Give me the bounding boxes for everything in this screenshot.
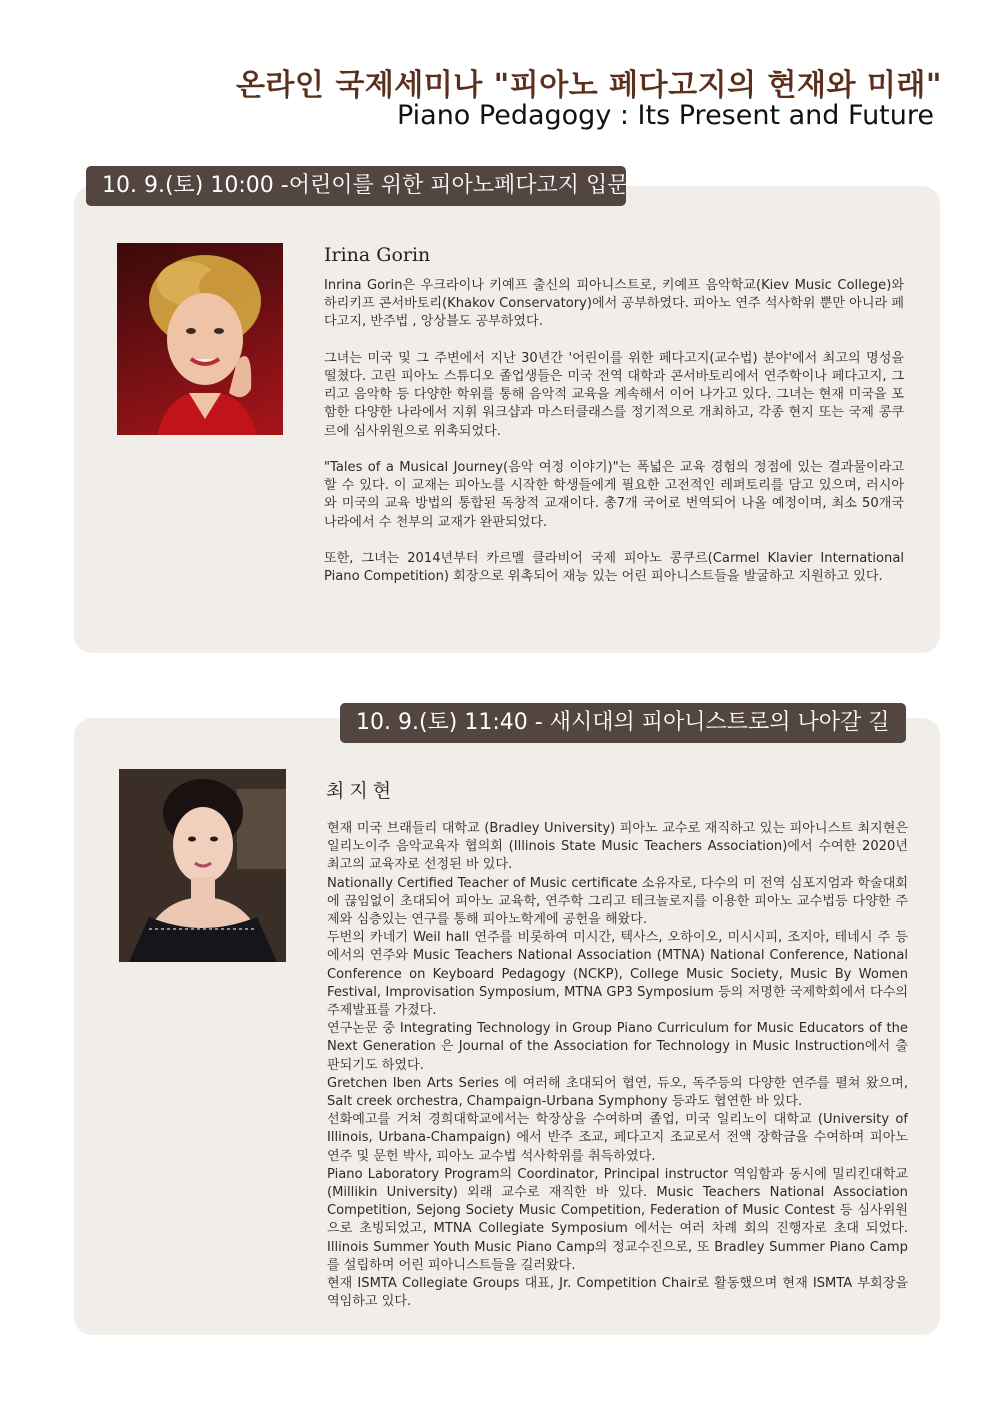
- speaker-photo-choi-jihyun: [119, 769, 286, 962]
- speaker-bio: [327, 820, 908, 1311]
- bio-paragraph: 그녀는 미국 및 그 주변에서 지난 30년간 '어린이를 위한 페다고지(교수법) 분야'에서 최고의 명성을 떨쳤다. 고린 피아노 스튜디오 졸업생들은 미국 전역 대학과 콘서바토리에서 연주학이나 페다고지, 그리고 음악학 등 다양한 학위를 통해 음악적 교육을 계속해서 이어 나가고 있다. 그녀는 현재 미국을 포함한 다양한 나라에서 지휘 워크샵과 마스터클래스를 정기적으로 개최하고, 각종 현지 또는 국제 콩쿠르에 심사위원으로 위촉되었다.: [324, 350, 904, 439]
- page-title: 온라인 국제세미나 "피아노 페다고지의 현재와 미래": [235, 68, 942, 103]
- bio-paragraph: 연구논문 중 Integrating Technology in Group Piano Curriculum for Music Educators of the Next Generation 은 Journal of the Association for Technology in Music Instruction에서 출판되기도 하였다.: [327, 1021, 908, 1073]
- speaker-photo-irina-gorin: [117, 243, 283, 435]
- session-banner-2: 10. 9.(토) 11:40 - 새시대의 피아니스트로의 나아갈 길: [340, 703, 906, 743]
- bio-paragraph: "Tales of a Musical Journey(음악 여정 이야기)"는 폭넓은 교육 경험의 정점에 있는 결과물이라고 할 수 있다. 이 교재는 피아노를 시작한 학생들에게 필요한 고전적인 레퍼토리를 담고 있으며, 러시아와 미국의 교육 방법의 통합된 독창적 교재이다. 총7개 국어로 번역되어 나올 예정이며, 최소 50개국 나라에서 수 천부의 교재가 완판되었다.: [324, 460, 904, 530]
- bio-paragraph: 또한, 그녀는 2014년부터 카르멜 클라비어 국제 피아노 콩쿠르(Carmel Klavier International Piano Competition) 회장으로 위촉되어 재능 있는 어린 피아니스트들을 발굴하고 지원하고 있다.: [324, 551, 904, 585]
- portrait-illustration: [117, 243, 283, 435]
- page-subtitle: Piano Pedagogy : Its Present and Future: [396, 100, 934, 131]
- speaker-name: 최지현: [326, 780, 397, 802]
- bio-paragraph: 현재 미국 브래들리 대학교 (Bradley University) 피아노 교수로 재직하고 있는 피아니스트 최지현은 일리노이주 음악교육자 협의회 (Illinois State Music Teachers Association)에서 수여한 2020년 최고의 교육자로 선정된 바 있다.: [327, 821, 908, 873]
- bio-paragraph: 현재 ISMTA Collegiate Groups 대표, Jr. Competition Chair로 활동했으며 현재 ISMTA 부회장을 역임하고 있다.: [327, 1276, 908, 1310]
- session-banner-1: 10. 9.(토) 10:00 -어린이를 위한 피아노페다고지 입문: [86, 166, 626, 206]
- speaker-bio: [324, 277, 904, 605]
- bio-paragraph: 선화예고를 거쳐 경희대학교에서는 학장상을 수여하며 졸업, 미국 일리노이 대학교 (University of Illinois, Urbana-Champaign) 에서 반주 조교, 페다고지 조교로서 전액 장학금을 수여하며 피아노 연주 및 문헌 박사, 피아노 교수법 석사학위를 취득하였다.: [327, 1112, 908, 1164]
- portrait-illustration: [119, 769, 286, 962]
- bio-paragraph: Gretchen Iben Arts Series 에 여러해 초대되어 협연, 듀오, 독주등의 다양한 연주를 펼쳐 왔으며, Salt creek orchestra, Champaign-Urbana Symphony 등과도 협연한 바 있다.: [327, 1075, 908, 1110]
- bio-paragraph: Nationally Certified Teacher of Music certificate 소유자로, 다수의 미 전역 심포지엄과 학술대회에 끊임없이 초대되어 피아노 교육학, 연주학 그리고 테크놀로지를 이용한 피아노 교수법등 다양한 주제와 심층있는 연구를 통해 피아노학계에 공헌을 해왔다.: [327, 875, 908, 928]
- bio-paragraph: Piano Laboratory Program의 Coordinator, Principal instructor 역임함과 동시에 밀리킨대학교 (Millikin University) 외래 교수로 재직한 바 있다. Music Teachers National Association Competition, Sejong Society Music Competition, Federation of Music Contest 등 심사위원으로 초빙되었고, MTNA Collegiate Symposium 에서는 여러 차례 회의 진행자로 초대 되었다. Illinois Summer Youth Music Piano Camp의 정교수진으로, 또 Bradley Summer Piano Camp를 설립하며 어린 피아니스트들을 길러왔다.: [327, 1166, 908, 1273]
- bio-paragraph: 두번의 카네기 Weil hall 연주를 비롯하여 미시간, 텍사스, 오하이오, 미시시피, 조지아, 테네시 주 등에서의 연주와 Music Teachers National Association (MTNA) National Conference, National Conference on Keyboard Pedagogy (NCKP), College Music Society, Music By Women Festival, Improvisation Symposium, MTNA GP3 Symposium 등의 저명한 국제학회에서 다수의 주제발표를 가졌다.: [327, 930, 908, 1019]
- bio-paragraph: Inrina Gorin은 우크라이나 키예프 출신의 피아니스트로, 키예프 음악학교(Kiev Music College)와 하리키프 콘서바토리(Khakov Conservatory)에서 공부하였다. 피아노 연주 석사학위 뿐만 아니라 페다고지, 반주법 , 앙상블도 공부하였다.: [324, 278, 904, 330]
- speaker-name: Irina Gorin: [324, 244, 431, 266]
